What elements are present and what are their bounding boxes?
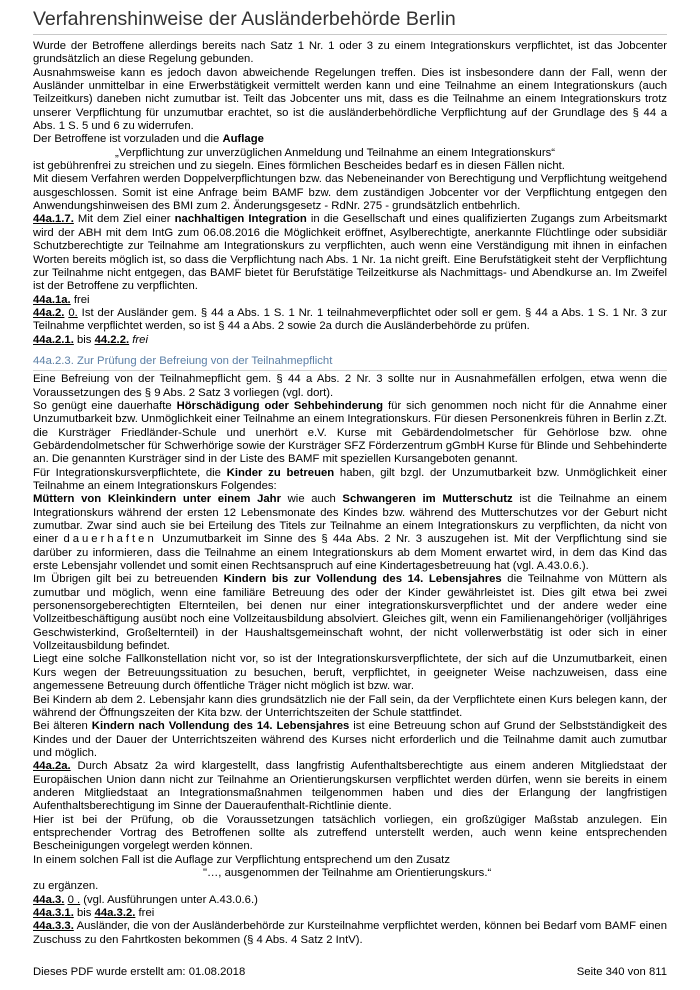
section-number: 44a.2a. xyxy=(33,760,71,773)
section-number: 44a.2. xyxy=(33,306,65,319)
section-number: 44a.1.7. xyxy=(33,213,74,226)
paragraph: 44a.3. 0 . (vgl. Ausführungen unter A.43.0.6.) xyxy=(33,893,258,906)
paragraph: 44a.3.3. Ausländer, die von der Ausländerbehörde zur Kursteilnahme verpflichtet werden, können bei Bedarf vom BAMF einen Zuschuss zu den Fahrtkosten bekommen (§ 4 Abs. 4 Satz 2 IntV). xyxy=(33,920,667,946)
paragraph: Wurde der Betroffene allerdings bereits nach Satz 1 Nr. 1 oder 3 zu einem Integrationskurs verpflichtet, ist das Jobcenter grundsätzlich an diese Regelung gebunden. xyxy=(33,40,667,66)
section-number: 44.2.2. xyxy=(94,333,130,346)
paragraph: Ausnahmsweise kann es jedoch davon abweichende Regelungen treffen. Dies ist insbesondere dann der Fall, wenn der Ausländer unmittelbar in eine Erwerbstätigkeit vermittelt werden kann und eine Teilnahme an einem Integrationskurs (auch Teilzeitkurs) daneben nicht zumutbar ist. Teilt das Jobcenter uns mit, dass es die Teilnahme an einem Integrationskurs trotz unserer Verpflichtung für unzumutbar erachtet, so ist die ausländerbehördliche Verpflichtung auf der Grundlage des § 44 a Abs. 1 S. 5 und 6 zu widerrufen. xyxy=(33,66,667,133)
section-number: 44a.2.1. xyxy=(33,333,74,346)
paragraph: Hier ist bei der Prüfung, ob die Voraussetzungen tatsächlich vorliegen, ein großzügiger Maßstab anzulegen. Ein entsprechender Vortrag des Betroffenen sollte als zutreffend unterstellt werden, auch wenn keine entsprechenden Bescheinigungen vorgelegt werden können. xyxy=(33,813,667,853)
paragraph: Mit diesem Verfahren werden Doppelverpflichtungen bzw. das Nebeneinander von Berechtigung und Verpflichtung weitgehend ausgeschlossen. Somit ist eine Anfrage beim BAMF bzw. dem zuständigen Jobcenter vor der Verpflichtung entgegen den Anwendungshinweisen des BMI zum 2. Änderungsgesetz - RdNr. 275 - grundsätzlich entbehrlich. xyxy=(33,173,667,213)
paragraph: Bei Kindern ab dem 2. Lebensjahr kann dies grundsätzlich nie der Fall sein, da der Verpflichtete einen Kurs belegen kann, der während der Öffnungszeiten der Kita bzw. der Unterrichtszeiten der Schule stattfindet. xyxy=(33,693,667,719)
section-number: 44a.3.2. xyxy=(94,907,136,919)
paragraph: So genügt eine dauerhafte Hörschädigung oder Sehbehinderung für sich genommen noch nicht für die Annahme einer Unzumutbarkeit bzw. Unmöglichkeit einer Teilnahme an einem Integrationskurs. Für diesen Personenkreis führen in Berlin z.Zt. die Kursträger Friedländer-Schule und unerhört e.V. Kurse mit Gebärdendolmetscher für Gehörlose bzw. ohne Gebärdendolmetscher für Schwerhörige sowie der Kursträger SFZ Förderzentrum gGmbH Kurse für Blinde und Sehbehinderte an. Die genannten Kursträger sind in der Liste des BAMF mit speziellen Kursangeboten genannt. xyxy=(33,399,667,466)
page-title: Verfahrenshinweise der Ausländerbehörde Berlin xyxy=(33,8,456,30)
title-divider xyxy=(33,34,667,35)
document-body xyxy=(33,40,667,947)
section-heading: 44a.2.3. Zur Prüfung der Befreiung von der Teilnahmepflicht xyxy=(33,355,667,371)
paragraph: 44a.1a. frei xyxy=(33,293,90,306)
section-number: 44a.3.1. xyxy=(33,907,74,919)
section-number: 44a.3.3. xyxy=(33,920,74,933)
paragraph: Bei älteren Kindern nach Vollendung des 14. Lebensjahres ist eine Betreuung schon auf Grund der Selbstständigkeit des Kindes und der Dauer der Unterrichtszeiten während des Kurses nicht erforderlich und die Teilnahme damit auch zumutbar und möglich. xyxy=(33,720,667,759)
paragraph: Für Integrationskursverpflichtete, die Kinder zu betreuen haben, gilt bzgl. der Unzumutbarkeit bzw. Unmöglichkeit einer Teilnahme an einem Integrationskurs Folgendes: xyxy=(33,466,668,492)
paragraph: zu ergänzen. xyxy=(33,880,99,893)
page-number: Seite 340 von 811 xyxy=(576,966,667,978)
section-number: 44a.1a. xyxy=(33,293,71,306)
paragraph: In einem solchen Fall ist die Auflage zur Verpflichtung entsprechend um den Zusatz xyxy=(33,853,450,866)
paragraph: ist gebührenfrei zu streichen und zu siegeln. Eines förmlichen Bescheides bedarf es in diesen Fällen nicht. xyxy=(33,160,565,173)
paragraph: Der Betroffene ist vorzuladen und die Auflage xyxy=(33,133,264,146)
zusatz-quote: "…, ausgenommen der Teilnahme am Orientierungskurs.“ xyxy=(203,866,492,879)
paragraph: 44a.2. 0. Ist der Ausländer gem. § 44 a Abs. 1 S. 1 Nr. 1 teilnahmeverpflichtet oder soll er gem. § 44 a Abs. 1 S. 1 Nr. 3 zur Teilnahme verpflichtet werden, so ist § 44 a Abs. 2 sowie 2a durch die Ausländerbehörde zu prüfen. xyxy=(33,306,667,333)
paragraph: Eine Befreiung von der Teilnahmepflicht gem. § 44 a Abs. 2 Nr. 3 sollte nur in Ausnahmefällen erfolgen, etwa wenn die Voraussetzungen des § 9 Abs. 2 Satz 3 vorliegen (vgl. dort). xyxy=(33,373,667,399)
paragraph: 44a.1.7. Mit dem Ziel einer nachhaltigen Integration in die Gesellschaft und eines qualifizierten Zugangs zum Arbeitsmarkt wird der ABH mit dem IntG zum 06.08.2016 die Möglichkeit eröffnet, Asylberechtigte, anerkannte Flüchtlinge oder subsidiär Schutzberechtigte zur Teilnahme am Integrationskurs zu verpflichten, auch wenn eine Verständigung mit ihnen in einfachen Worten bereits möglich ist, so dass die Verpflichtung nach Abs. 1 Nr. 1a nicht greift. Eine Berufstätigkeit steht der Verpflichtung zur Teilnahme nicht entgegen, das BAMF bietet für Berufstätige Teilzeitkurse als Nachmittags- und Abendkurse an. Im Zweifel ist der Betroffene zu verpflichten. xyxy=(33,213,667,293)
paragraph: 44a.3.1. bis 44a.3.2. frei xyxy=(33,907,155,919)
created-date: Dieses PDF wurde erstellt am: 01.08.2018 xyxy=(33,966,246,978)
auflage-term: Auflage xyxy=(222,133,264,146)
paragraph: 44a.2.1. bis 44.2.2. frei xyxy=(33,333,148,346)
paragraph: Im Übrigen gilt bei zu betreuenden Kindern bis zur Vollendung des 14. Lebensjahres die Teilnahme von Müttern als zumutbar und möglich, wenn eine familiäre Betreuung des oder der Kinder gewährleistet ist. Dies gilt etwa bei zwei personensorgeberechtigten Elternteilen, bei denen nur einer integrationskursverpflichtet und der andere weder eine Vollzeitbeschäftigung ausübt noch eine Vollzeitausbildung absolviert. Gleiches gilt, wenn ein Familienangehöriger (volljähriges Geschwisterkind, Großelternteil) in der Haushaltsgemeinschaft wohnt, der nicht vollerwerbstätig ist oder sich in einer Vollzeitausbildung befindet. xyxy=(33,573,667,653)
paragraph: Liegt eine solche Fallkonstellation nicht vor, so ist der Integrationskursverpflichtete, der sich auf die Unzumutbarkeit, einen Kurs wegen der Betreuungssituation zu besuchen, beruft, verpflichtet, in geeigneter Weise nachzuweisen, dass eine angemessene Betreuung durch öffentliche Träger nicht möglich ist bzw. war. xyxy=(33,653,667,693)
section-number: 44a.3. xyxy=(33,893,65,906)
paragraph: 44a.2a. Durch Absatz 2a wird klargestellt, dass langfristig Aufenthaltsberechtigte aus einem anderen Mitgliedstaat der Europäischen Union dann nicht zur Teilnahme an Orientierungskursen verpflichtet werden dürfen, wenn sie bereits in einem anderen Mitgliedstaat an Integrationsmaßnahmen teilgenommen haben und dies der Erlangung der langfristigen Aufenthaltsberechtigung im Sinne der Daueraufenthalt-Richtlinie diente. xyxy=(33,760,667,813)
paragraph: Müttern von Kleinkindern unter einem Jahr wie auch Schwangeren im Mutterschutz ist die Teilnahme an einem Integrationskurs während der ersten 12 Lebensmonate des Kindes bzw. während des Mutterschutzes vor der Geburt nicht zumutbar. Zwar sind auch sie bei Erteilung des Titels zur Teilnahme an einem Integrationskurs zu verpflichten, da nicht von einer dauerhaften Unzumutbarkeit im Sinne des § 44a Abs. 2 Nr. 3 auszugehen ist. Mit der Verpflichtung sind sie darüber zu informieren, dass die Teilnahme an einem Integrationskurs ab dem Moment erwartet wird, in dem das Kind das erste Lebensjahr vollendet und somit einen Rechtsanspruch auf eine Kindertagesbetreuung hat (vgl. A.43.0.6.). xyxy=(33,493,667,573)
auflage-quote: „Verpflichtung zur unverzüglichen Anmeldung und Teilnahme an einem Integrationskurs“ xyxy=(114,146,555,159)
